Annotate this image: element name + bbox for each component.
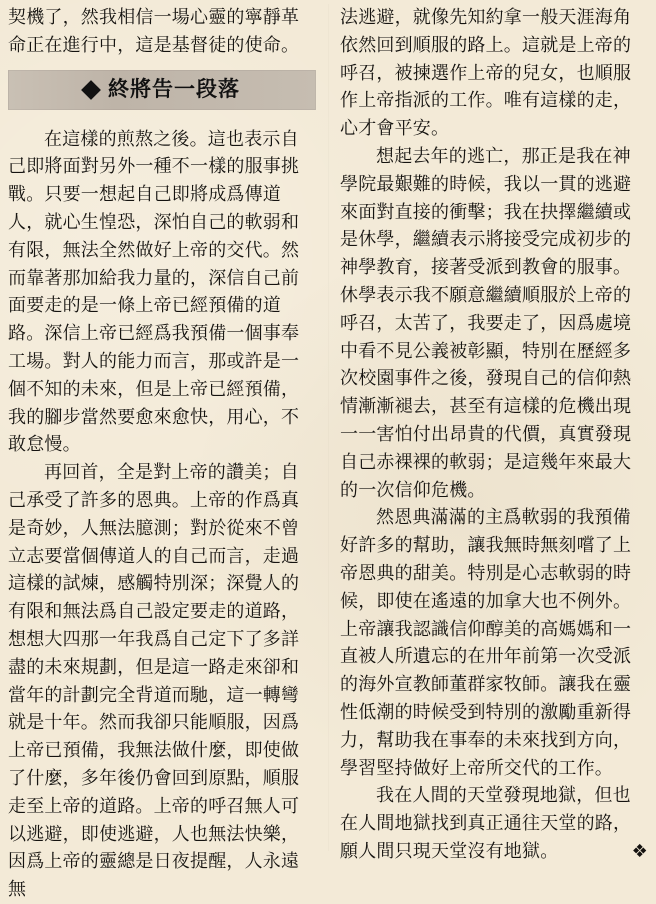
section-heading <box>8 70 316 110</box>
body-paragraph: 然恩典滿滿的主爲軟弱的我預備好許多的幫助，讓我無時無刻嚐了上帝恩典的甜美。特別是心志軟弱的時候，即使在遙遠的加拿大也不例外。上帝讓我認識信仰醇美的高媽媽和一直被人所遺忘的在卅年前第一次受派的海外宣教師董群家牧師。讓我在靈性低潮的時候受到特別的激勵重新得力，幫助我在事奉的未來找到方向，學習堅持做好上帝所交代的工作。 <box>340 507 632 779</box>
closing-paragraph: 我在人間的天堂發現地獄，但也在人間地獄找到真正通往天堂的路，願人間只現天堂沒有地獄。 <box>340 785 632 862</box>
body-paragraph: 法逃避，就像先知約拿一般天涯海角依然回到順服的路上。這就是上帝的呼召，被揀選作上帝的兒女，也順服作上帝指派的工作。唯有這樣的走，心才會平安。 <box>340 7 632 140</box>
column-divider <box>328 4 329 851</box>
body-paragraph: 想起去年的逃亡，那正是我在神學院最艱難的時候，我以一貫的逃避來面對直接的衝擊；我在抉擇繼續或是休學，繼續表示將接受完成初步的神學教育，接著受派到教會的服事。休學表示我不願意繼續順服於上帝的呼召，太苦了，我要走了，因爲處境中看不見公義被彰顯，特別在歷經多次校園事件之後，發現自己的信仰熱情漸漸褪去，甚至有這樣的危機出現一一害怕付出昂貴的代價，真實發現自己赤裸裸的軟弱；是這幾年來最大的一次信仰危機。 <box>340 145 632 501</box>
section-heading-text: 終將告一段落 <box>108 76 240 101</box>
right-column <box>340 4 648 862</box>
left-column <box>8 4 316 901</box>
diamond-icon <box>81 80 101 100</box>
body-paragraph: 在這樣的煎熬之後。這也表示自己即將面對另外一種不一樣的服事挑戰。只要一想起自己即將成爲傳道人，就心生惶恐，深怕自己的軟弱和有限，無法全然做好上帝的交代。然而靠著那加給我力量的，深信自己前面要走的是一條上帝已經預備的道路。深信上帝已經爲我預備一個事奉工場。對人的能力而言，那或許是一個不知的未來，但是上帝已經預備，我的腳步當然要愈來愈快，用心，不敢怠慢。 <box>8 128 300 456</box>
article-columns <box>8 4 648 901</box>
body-paragraph: 再回首，全是對上帝的讚美；自己承受了許多的恩典。上帝的作爲真是奇妙，人無法臆測；對於從來不曾立志要當個傳道人的自己而言，走過這樣的試煉，感觸特別深；深覺人的有限和無法爲自己設定要走的道路，想想大四那一年我爲自己定下了多詳盡的未來規劃，但是這一路走來卻和當年的計劃完全背道而馳，這一轉彎就是十年。然而我卻只能順服，因爲上帝已預備，我無法做什麼，即使做了什麼，多年後仍會回到原點，順服走至上帝的道路。上帝的呼召無人可以逃避，即使逃避，人也無法快樂，因爲上帝的靈總是日夜提醒，人永遠無 <box>8 462 300 901</box>
intro-paragraph: 契機了，然我相信一場心靈的寧靜革命正在進行中，這是基督徒的使命。 <box>8 7 300 56</box>
end-mark-icon: ❖ <box>631 840 648 862</box>
